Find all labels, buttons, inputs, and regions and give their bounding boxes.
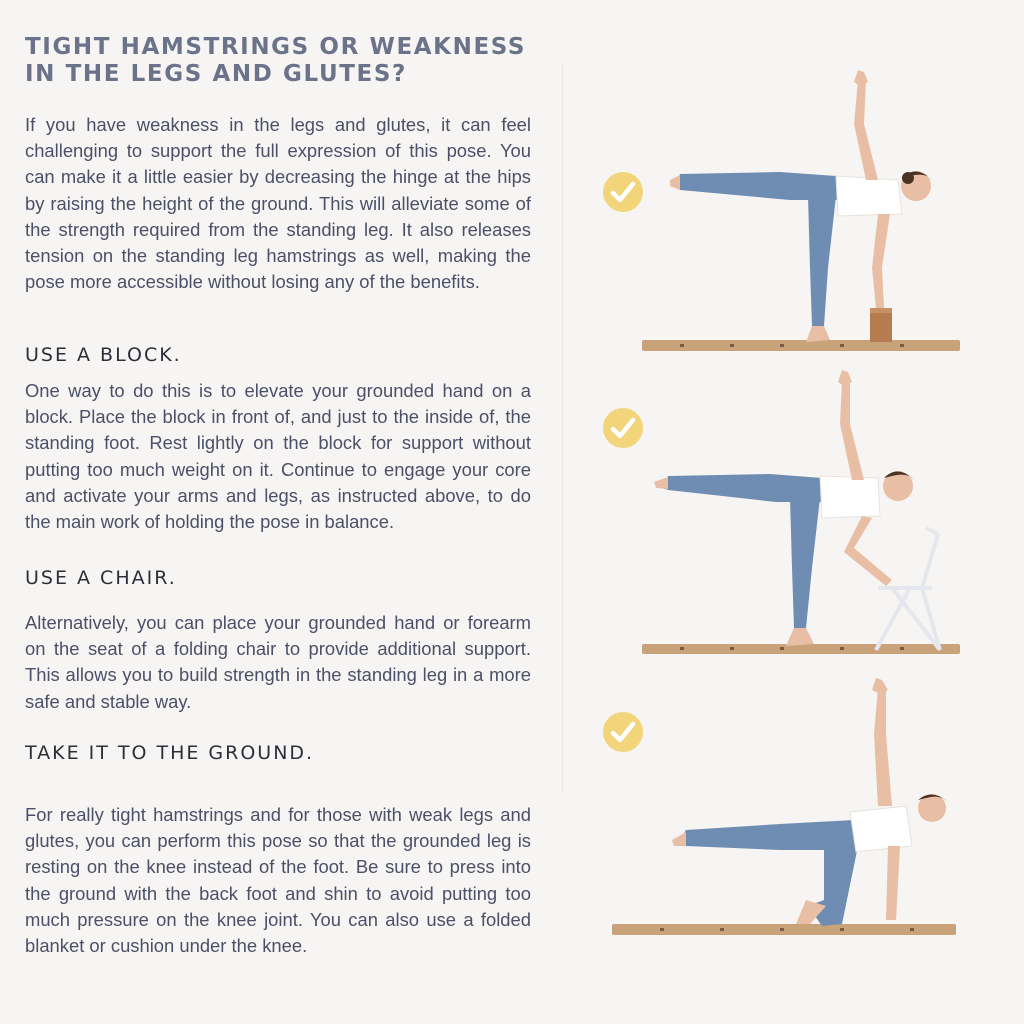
yoga-block [870, 308, 892, 342]
kneeling-half-moon-photo [610, 674, 970, 944]
ground-paragraph: For really tight hamstrings and for those with weak legs and glutes, you can perform this pose so that the grounded leg is resting on the knee instead of the foot. Be sure to press into the ground with the back foot and shin to avoid putting too much pressure on the knee joint. You can also use a folded blanket or cushion under the knee. [25, 804, 531, 957]
chair-paragraph: Alternatively, you can place your grounded hand or forearm on the seat of a folding chair to provide additional support. This allows you to build strength in the standing leg in a more safe and stable way. [25, 612, 531, 712]
yoga-mat [642, 340, 960, 351]
heading-take-it-to-the-ground: TAKE IT TO THE GROUND. [25, 742, 315, 764]
column-divider [562, 64, 563, 794]
block-paragraph: One way to do this is to elevate your grounded hand on a block. Place the block in front of, and just to the inside of, the standing foot. Rest lightly on the block for support without putting too much weight on it. Continue to engage your core and activate your arms and legs, as instructed above, to do the main work of holding the pose in balance. [25, 380, 531, 533]
intro-paragraph: If you have weakness in the legs and glutes, it can feel challenging to support the full expression of this pose. You can make it a little easier by decreasing the hinge at the hips by raising the height of the ground. This will alleviate some of the strength required from the standing leg. It also releases tension on the standing leg hamstrings as well, making the pose more accessible without losing any of the benefits. [25, 114, 531, 293]
heading-use-a-block: USE A BLOCK. [25, 344, 182, 366]
yoga-mat [642, 644, 960, 654]
heading-use-a-chair: USE A CHAIR. [25, 567, 177, 589]
page-title-line-1: TIGHT HAMSTRINGS OR WEAKNESS [25, 34, 527, 60]
check-circle-icon [602, 171, 644, 213]
page-title-line-2: IN THE LEGS AND GLUTES? [25, 61, 407, 87]
page-title [25, 34, 545, 88]
half-moon-chair-photo [640, 368, 970, 660]
folding-chair [876, 528, 940, 650]
half-moon-block-photo [640, 68, 970, 358]
check-circle-icon [602, 407, 644, 449]
